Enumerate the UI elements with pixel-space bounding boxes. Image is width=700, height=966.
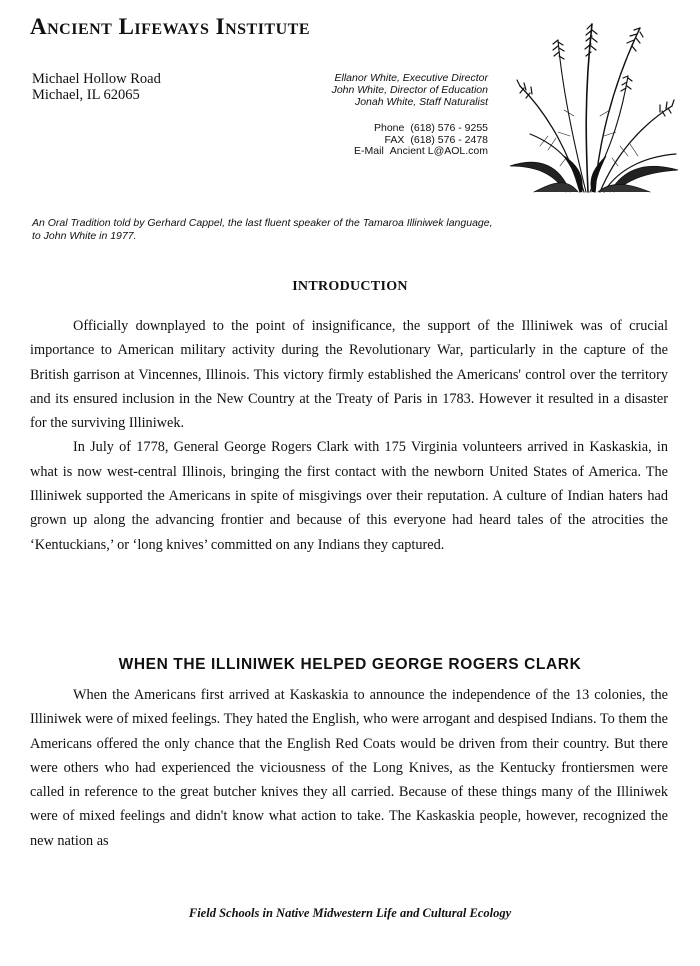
introduction-body	[30, 314, 668, 557]
page-footer: Field Schools in Native Midwestern Life and Cultural Ecology	[188, 906, 512, 920]
staff-director-of-education: John White, Director of Education	[331, 84, 488, 96]
fax-label: FAX	[384, 133, 405, 146]
section-heading-illiniwek-clark: WHEN THE ILLINIWEK HELPED GEORGE ROGERS CLARK	[118, 656, 582, 673]
section2-paragraph-1: When the Americans first arrived at Kaskaskia to announce the independence of the 13 colonies, the Illiniwek were of mixed feelings. They hated the English, who were arrogant and despised Indians. To them the Americans offered the only chance that the English Red Coats would be driven from their country. But there were others who had experienced the viciousness of the Long Knives, as the Kentucky frontiersmen were called in reference to the great butcher knives they all carried. Because of these things many of the Illiniwek were of mixed feelings and didn't know what action to take. The Kaskaskia people, however, recognized the new nation as	[30, 687, 668, 849]
email-address: Ancient L@AOL.com	[389, 145, 488, 157]
oral-tradition-line-1: An Oral Tradition told by Gerhard Cappel, the last fluent speaker of the Tamaroa Illiniwek language,	[32, 217, 493, 229]
address-line-city: Michael, IL 62065	[32, 87, 140, 103]
address-line-street: Michael Hollow Road	[32, 71, 161, 87]
oral-tradition-note	[32, 217, 632, 243]
introduction-paragraph-2: In July of 1778, General George Rogers Clark with 175 Virginia volunteers arrived in Kaskaskia, in what is now west-central Illinois, bringing the first contact with the newborn United States of America. The Illiniwek supported the Americans in spite of misgivings over their reputation. A culture of Indian haters had grown up along the advancing frontier and because of this everyone had heard tales of the atrocities the ‘Kentuckians,’ or ‘long knives’ committed on any Indians they captured.	[30, 439, 668, 553]
introduction-paragraph-1: Officially downplayed to the point of insignificance, the support of the Illiniwek was of crucial importance to American military activity during the Revolutionary War, particularly in the capture of the British garrison at Vincennes, Illinois. This victory firmly established the Americans' control over the territory and its ensured inclusion in the New Country at the Treaty of Paris in 1783. However it resulted in a disaster for the surviving Illiniwek.	[30, 318, 668, 432]
staff-list	[332, 72, 488, 108]
organization-name: Ancient Lifeways Institute	[30, 14, 310, 39]
staff-naturalist: Jonah White, Staff Naturalist	[354, 96, 488, 108]
mailing-address	[32, 71, 161, 103]
oral-tradition-line-2: to John White in 1977.	[32, 230, 137, 242]
staff-executive-director: Ellanor White, Executive Director	[334, 72, 488, 84]
email-label: E-Mail	[354, 145, 384, 157]
section2-body	[30, 683, 668, 853]
wild-grass-plant-illustration	[500, 16, 680, 194]
phone-number: (618) 576 - 9255	[410, 122, 488, 134]
email-line	[354, 146, 488, 158]
fax-number: (618) 576 - 2478	[410, 133, 488, 146]
introduction-heading: INTRODUCTION	[292, 279, 408, 294]
contact-info	[354, 123, 488, 158]
phone-label: Phone	[373, 122, 405, 134]
